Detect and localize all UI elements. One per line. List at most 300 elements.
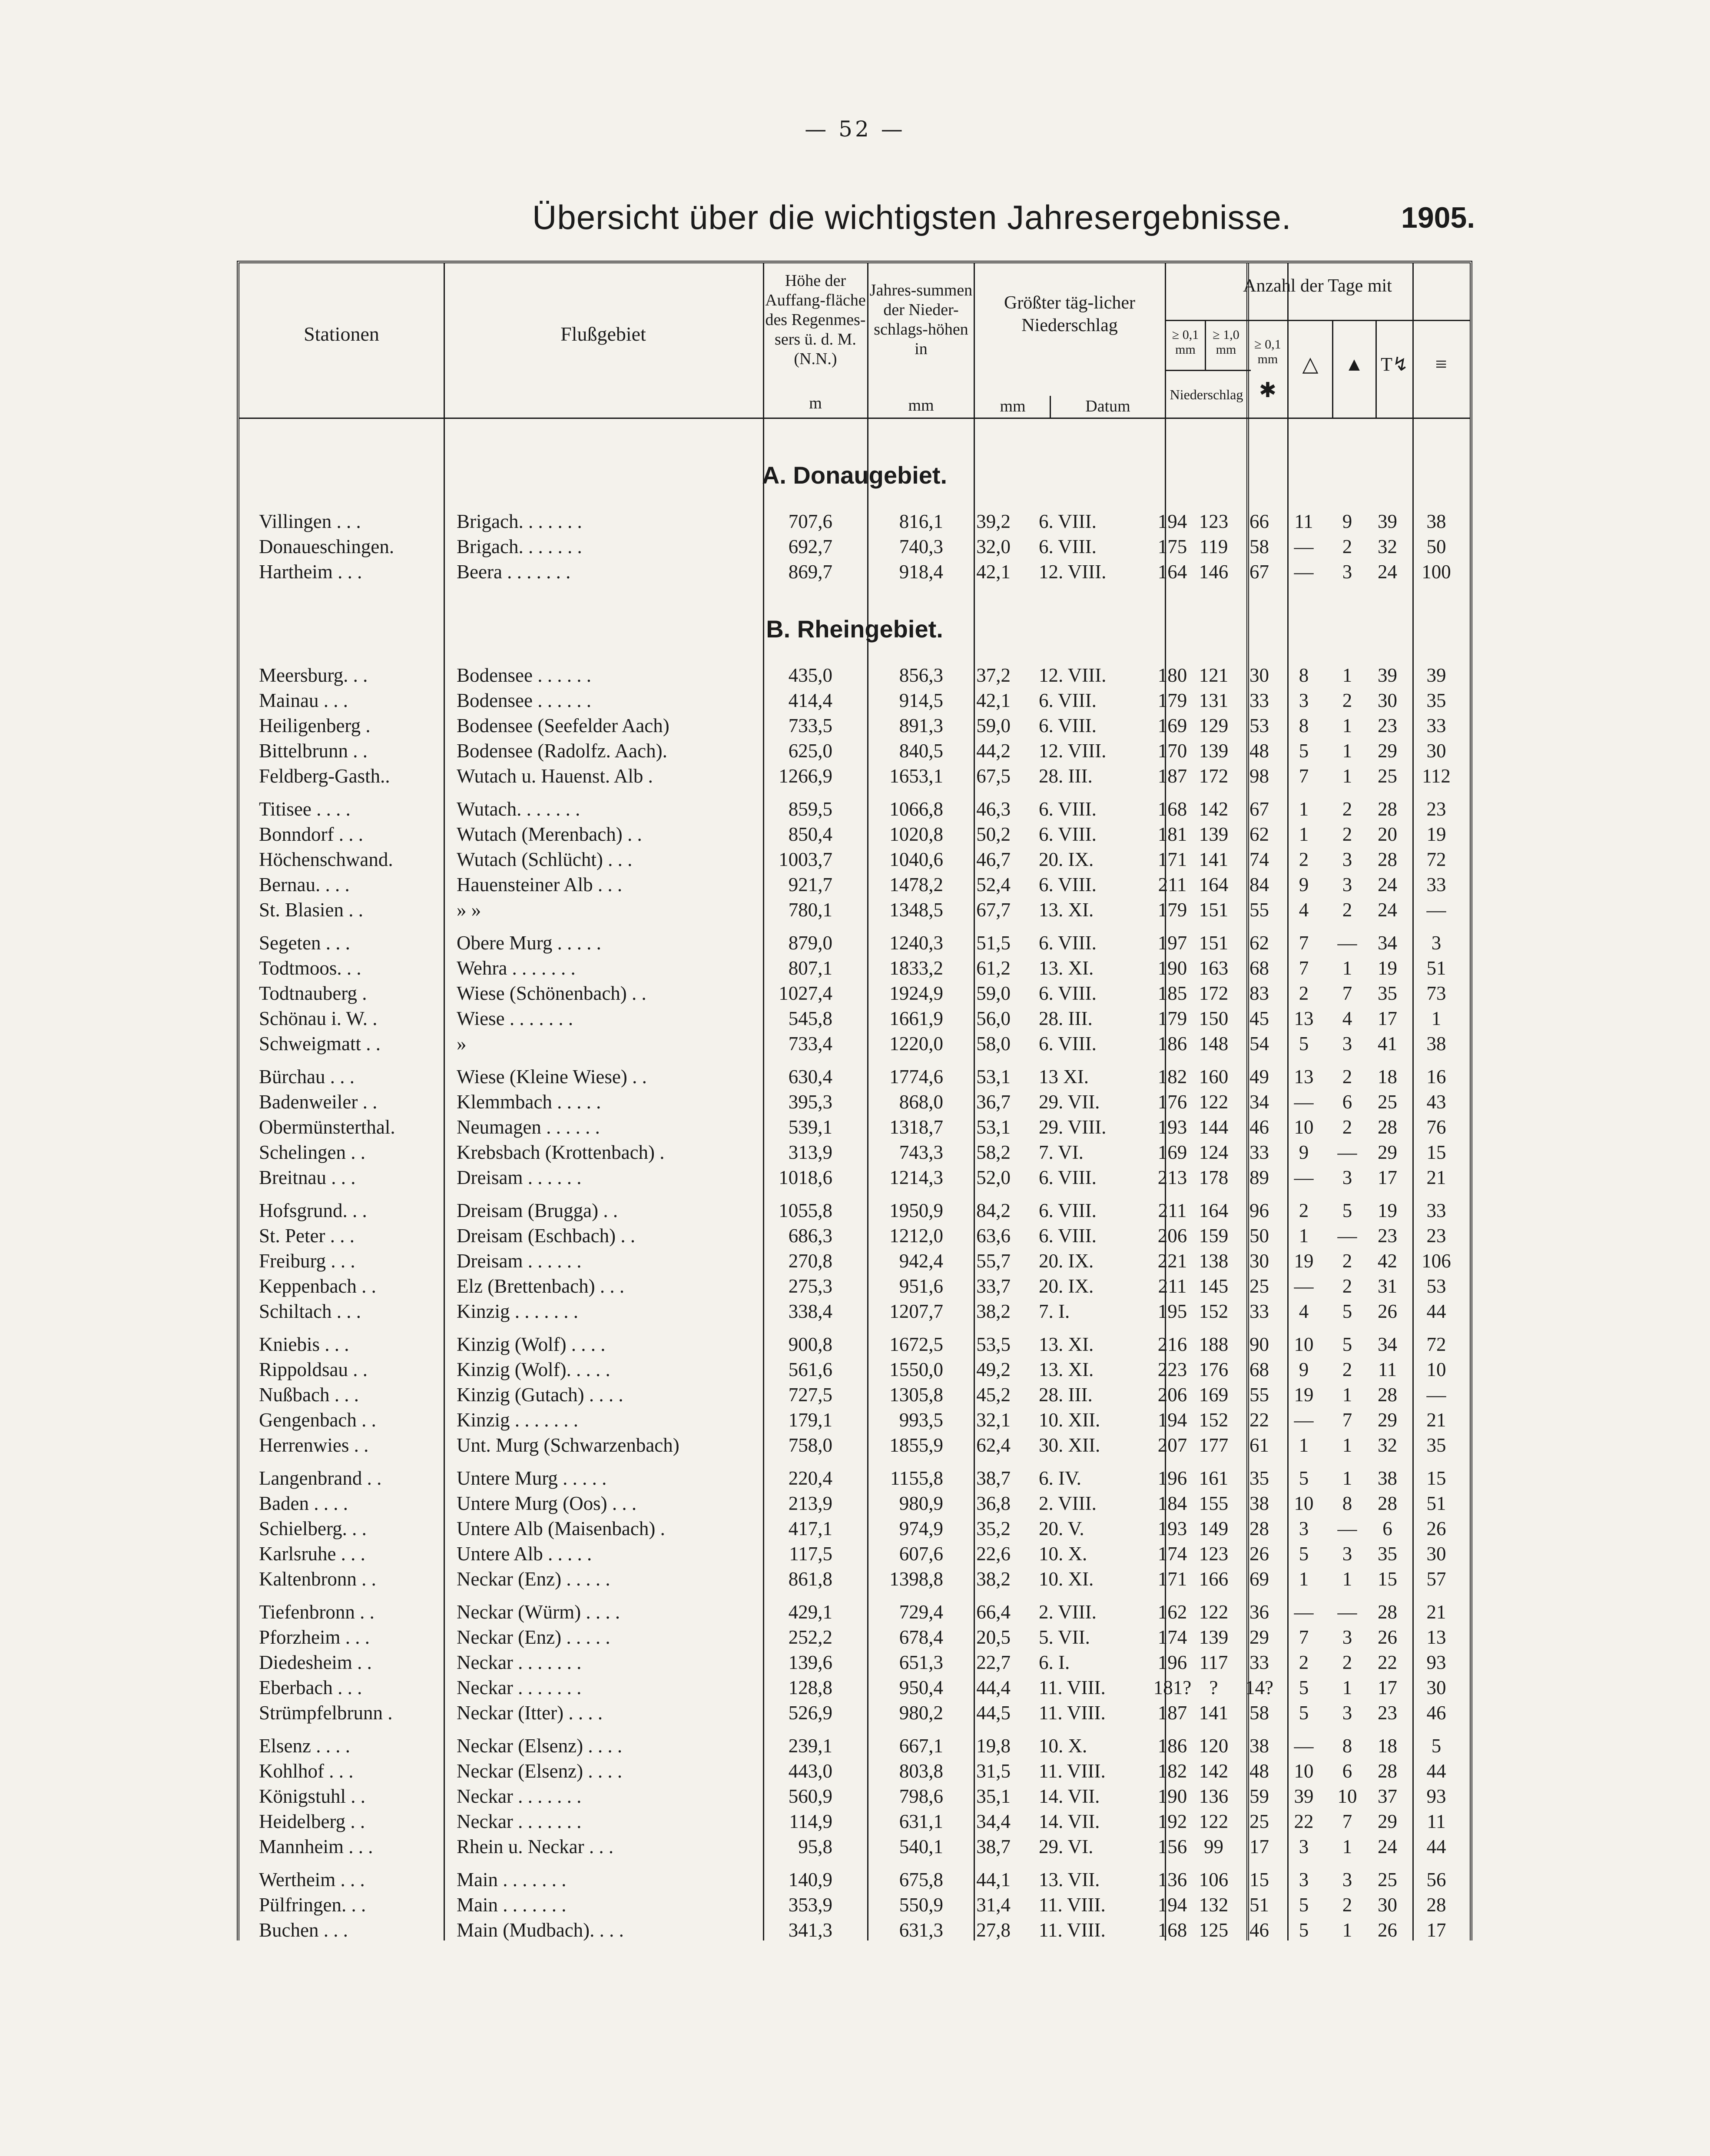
days-thunder: 41 <box>1378 1033 1397 1055</box>
days-ge10: 163 <box>1199 957 1229 979</box>
days-graupel: 7 <box>1342 1811 1352 1832</box>
days-graupel: 6 <box>1342 1091 1352 1113</box>
river-basin: Kinzig (Wolf) . . . . <box>457 1333 606 1355</box>
header-ge01: ≥ 0,1 mm <box>1172 328 1199 357</box>
max-daily-mm: 42,1 <box>976 690 1011 711</box>
days-ge01: 168 <box>1157 798 1187 820</box>
days-snow: 46 <box>1249 1116 1269 1138</box>
days-ge10: 151 <box>1199 899 1229 921</box>
days-snow: 58 <box>1249 536 1269 557</box>
days-fog: 76 <box>1426 1116 1446 1138</box>
station-name: Meersburg. . . <box>259 664 368 686</box>
annual-sum: 1478,2 <box>889 874 943 896</box>
river-basin: Neckar (Itter) . . . . <box>457 1702 603 1724</box>
days-thunder: 22 <box>1378 1652 1397 1673</box>
days-fog: 30 <box>1426 1543 1446 1565</box>
days-ge01: 164 <box>1157 561 1187 583</box>
gauge-height: 625,0 <box>788 740 832 762</box>
days-ge01: 221 <box>1157 1250 1187 1272</box>
days-thunder: 23 <box>1378 1702 1397 1724</box>
days-ge10: 123 <box>1199 1543 1229 1565</box>
days-ge10: 160 <box>1199 1066 1229 1088</box>
days-fog: 16 <box>1426 1066 1446 1088</box>
river-basin: Untere Murg . . . . . <box>457 1467 607 1489</box>
max-daily-date: 20. V. <box>1039 1518 1084 1539</box>
days-thunder: 19 <box>1378 1200 1397 1221</box>
days-ge10: 139 <box>1199 1626 1229 1648</box>
max-daily-date: 10. X. <box>1039 1735 1087 1757</box>
days-graupel: 10 <box>1337 1785 1357 1807</box>
max-daily-date: 6. I. <box>1039 1652 1070 1673</box>
days-hail: 5 <box>1299 1467 1309 1489</box>
days-snow: 54 <box>1249 1033 1269 1055</box>
days-thunder: 34 <box>1378 932 1397 954</box>
annual-sum: 1318,7 <box>889 1116 943 1138</box>
table-row <box>239 738 1470 763</box>
max-daily-date: 13 XI. <box>1039 1066 1089 1088</box>
days-fog: 53 <box>1426 1275 1446 1297</box>
gauge-height: 128,8 <box>788 1677 832 1698</box>
station-name: Mannheim . . . <box>259 1836 373 1857</box>
annual-sum: 891,3 <box>899 715 943 736</box>
table-row <box>239 534 1470 559</box>
days-snow: 62 <box>1249 823 1269 845</box>
days-ge10: 117 <box>1199 1652 1228 1673</box>
days-graupel: 1 <box>1342 1434 1352 1456</box>
table-row <box>239 1165 1470 1190</box>
days-hail: 5 <box>1299 1677 1309 1698</box>
table-row <box>239 1491 1470 1516</box>
days-snow: 33 <box>1249 1300 1269 1322</box>
days-ge10: 119 <box>1199 536 1228 557</box>
gauge-height: 758,0 <box>788 1434 832 1456</box>
station-name: Baden . . . . <box>259 1493 348 1514</box>
days-graupel: — <box>1337 932 1357 954</box>
days-hail: — <box>1294 1091 1314 1113</box>
days-ge10: 150 <box>1199 1008 1229 1029</box>
river-basin: Wiese (Kleine Wiese) . . <box>457 1066 647 1088</box>
max-daily-date: 13. XI. <box>1039 1333 1094 1355</box>
annual-sum: 1214,3 <box>889 1167 943 1188</box>
days-thunder: 39 <box>1378 511 1397 532</box>
days-fog: 46 <box>1426 1702 1446 1724</box>
days-hail: 3 <box>1299 1836 1309 1857</box>
days-thunder: 28 <box>1378 798 1397 820</box>
days-hail: — <box>1294 536 1314 557</box>
max-daily-mm: 35,2 <box>976 1518 1011 1539</box>
max-daily-mm: 53,5 <box>976 1333 1011 1355</box>
days-graupel: 1 <box>1342 1836 1352 1857</box>
days-fog: 15 <box>1426 1467 1446 1489</box>
days-snow: 38 <box>1249 1493 1269 1514</box>
days-ge10: 106 <box>1199 1869 1229 1891</box>
days-hail: 5 <box>1299 1919 1309 1941</box>
annual-sum: 868,0 <box>899 1091 943 1113</box>
gauge-height: 707,6 <box>788 511 832 532</box>
days-snow: 55 <box>1249 1384 1269 1406</box>
days-thunder: 38 <box>1378 1467 1397 1489</box>
days-graupel: 1 <box>1342 765 1352 787</box>
annual-sum: 651,3 <box>899 1652 943 1673</box>
station-name: Strümpfelbrunn . <box>259 1702 393 1724</box>
graupel-icon: ▲ <box>1345 354 1364 375</box>
gauge-height: 539,1 <box>788 1116 832 1138</box>
days-ge10: 129 <box>1199 715 1229 736</box>
annual-sum: 914,5 <box>899 690 943 711</box>
river-basin: Neckar (Elsenz) . . . . <box>457 1760 623 1782</box>
days-snow: 25 <box>1249 1811 1269 1832</box>
days-graupel: — <box>1337 1225 1357 1247</box>
days-snow: 35 <box>1249 1467 1269 1489</box>
table-row <box>239 955 1470 981</box>
table-row <box>239 1198 1470 1223</box>
days-hail: 8 <box>1299 664 1309 686</box>
max-daily-mm: 53,1 <box>976 1066 1011 1088</box>
river-basin: Dreisam . . . . . . <box>457 1250 582 1272</box>
max-daily-mm: 42,1 <box>976 561 1011 583</box>
max-daily-mm: 67,7 <box>976 899 1011 921</box>
max-daily-mm: 19,8 <box>976 1735 1011 1757</box>
max-daily-mm: 53,1 <box>976 1116 1011 1138</box>
annual-sum: 803,8 <box>899 1760 943 1782</box>
days-fog: 3 <box>1431 932 1442 954</box>
days-ge01: 194 <box>1157 1894 1187 1916</box>
max-daily-date: 10. XI. <box>1039 1568 1094 1590</box>
days-hail: 1 <box>1299 798 1309 820</box>
max-daily-mm: 58,0 <box>976 1033 1011 1055</box>
days-snow: 68 <box>1249 1359 1269 1380</box>
days-snow: 61 <box>1249 1434 1269 1456</box>
days-hail: 1 <box>1299 1225 1309 1247</box>
gauge-height: 921,7 <box>788 874 832 896</box>
max-daily-date: 11. VIII. <box>1039 1919 1106 1941</box>
days-fog: 51 <box>1426 957 1446 979</box>
page-number: — 52 — <box>805 116 905 142</box>
max-daily-mm: 31,5 <box>976 1760 1011 1782</box>
days-thunder: 32 <box>1378 1434 1397 1456</box>
days-fog: 33 <box>1426 874 1446 896</box>
days-ge01: 168 <box>1157 1919 1187 1941</box>
annual-sum: 631,3 <box>899 1919 943 1941</box>
days-ge10: 121 <box>1199 664 1229 686</box>
station-name: Nußbach . . . <box>259 1384 359 1406</box>
station-name: Pülfringen. . . <box>259 1894 366 1916</box>
max-daily-date: 13. XI. <box>1039 957 1094 979</box>
days-graupel: 7 <box>1342 1409 1352 1431</box>
days-thunder: 28 <box>1378 1384 1397 1406</box>
days-fog: — <box>1426 899 1446 921</box>
table-row <box>239 663 1470 688</box>
river-basin: Krebsbach (Krottenbach) . <box>457 1141 665 1163</box>
max-daily-mm: 46,7 <box>976 849 1011 870</box>
river-basin: Neumagen . . . . . . <box>457 1116 600 1138</box>
days-ge10: 149 <box>1199 1518 1229 1539</box>
max-daily-mm: 66,4 <box>976 1601 1011 1623</box>
annual-sum: 1305,8 <box>889 1384 943 1406</box>
days-graupel: 1 <box>1342 740 1352 762</box>
table-row <box>239 1809 1470 1834</box>
annual-sum: 540,1 <box>899 1836 943 1857</box>
river-basin: Wutach (Merenbach) . . <box>457 823 642 845</box>
days-hail: 19 <box>1294 1384 1314 1406</box>
days-ge01: 170 <box>1157 740 1187 762</box>
max-daily-mm: 35,1 <box>976 1785 1011 1807</box>
days-hail: — <box>1294 1167 1314 1188</box>
days-hail: 7 <box>1299 765 1309 787</box>
days-graupel: 3 <box>1342 1869 1352 1891</box>
header-jahressumme: Jahres-summen der Nieder-schlags-höhen in <box>869 281 973 358</box>
days-thunder: 24 <box>1378 874 1397 896</box>
days-ge10: 139 <box>1199 823 1229 845</box>
days-ge10: 144 <box>1199 1116 1229 1138</box>
river-basin: Neckar (Würm) . . . . <box>457 1601 620 1623</box>
days-ge10: 123 <box>1199 511 1229 532</box>
station-name: Bonndorf . . . <box>259 823 363 845</box>
station-name: Schweigmatt . . <box>259 1033 381 1055</box>
days-ge01: 211 <box>1158 1200 1187 1221</box>
gauge-height: 733,5 <box>788 715 832 736</box>
days-ge10: 176 <box>1199 1359 1229 1380</box>
header-rule <box>1165 320 1470 321</box>
gauge-height: 859,5 <box>788 798 832 820</box>
river-basin: Neckar (Enz) . . . . . <box>457 1568 610 1590</box>
gauge-height: 429,1 <box>788 1601 832 1623</box>
days-ge10: 120 <box>1199 1735 1229 1757</box>
days-snow: 26 <box>1249 1543 1269 1565</box>
river-basin: Bodensee (Radolfz. Aach). <box>457 740 667 762</box>
header-hoehe-unit: m <box>809 394 822 412</box>
days-snow: 29 <box>1249 1626 1269 1648</box>
max-daily-mm: 38,7 <box>976 1467 1011 1489</box>
days-graupel: — <box>1337 1518 1357 1539</box>
days-ge01: 211 <box>1158 1275 1187 1297</box>
days-ge01: 171 <box>1157 849 1187 870</box>
days-fog: 93 <box>1426 1785 1446 1807</box>
gauge-height: 1003,7 <box>779 849 832 870</box>
days-graupel: 7 <box>1342 982 1352 1004</box>
gauge-height: 692,7 <box>788 536 832 557</box>
days-fog: 106 <box>1422 1250 1451 1272</box>
max-daily-mm: 56,0 <box>976 1008 1011 1029</box>
days-snow: 68 <box>1249 957 1269 979</box>
days-thunder: 28 <box>1378 1760 1397 1782</box>
table-row <box>239 1733 1470 1758</box>
station-name: Rippoldsau . . <box>259 1359 368 1380</box>
river-basin: Wutach (Schlücht) . . . <box>457 849 633 870</box>
days-ge01: 186 <box>1157 1735 1187 1757</box>
max-daily-date: 20. IX. <box>1039 1275 1094 1297</box>
river-basin: Neckar (Elsenz) . . . . <box>457 1735 623 1757</box>
max-daily-date: 6. IV. <box>1039 1467 1081 1489</box>
max-daily-date: 6. VIII. <box>1039 932 1097 954</box>
days-graupel: 2 <box>1342 1652 1352 1673</box>
days-thunder: 30 <box>1378 1894 1397 1916</box>
days-graupel: 2 <box>1342 899 1352 921</box>
max-daily-mm: 34,4 <box>976 1811 1011 1832</box>
days-hail: 3 <box>1299 1518 1309 1539</box>
days-thunder: 24 <box>1378 561 1397 583</box>
days-ge01: 213 <box>1157 1167 1187 1188</box>
days-ge01: 182 <box>1157 1760 1187 1782</box>
station-name: Breitnau . . . <box>259 1167 356 1188</box>
max-daily-date: 29. VI. <box>1039 1836 1094 1857</box>
table-row <box>239 1599 1470 1625</box>
days-hail: 13 <box>1294 1008 1314 1029</box>
annual-sum: 1550,0 <box>889 1359 943 1380</box>
column-divider <box>1205 320 1206 370</box>
max-daily-date: 11. VIII. <box>1039 1702 1106 1724</box>
days-graupel: 3 <box>1342 561 1352 583</box>
station-name: Donaueschingen. <box>259 536 394 557</box>
annual-sum: 856,3 <box>899 664 943 686</box>
days-hail: 39 <box>1294 1785 1314 1807</box>
station-name: Gengenbach . . <box>259 1409 376 1431</box>
table-row <box>239 509 1470 534</box>
station-name: Eberbach . . . <box>259 1677 362 1698</box>
gauge-height: 879,0 <box>788 932 832 954</box>
river-basin: Kinzig (Gutach) . . . . <box>457 1384 623 1406</box>
days-ge10: 142 <box>1199 798 1229 820</box>
max-daily-date: 6. VIII. <box>1039 715 1097 736</box>
days-hail: — <box>1294 1275 1314 1297</box>
days-fog: 73 <box>1426 982 1446 1004</box>
table-row <box>239 822 1470 847</box>
station-name: Keppenbach . . <box>259 1275 376 1297</box>
max-daily-date: 2. VIII. <box>1039 1601 1097 1623</box>
days-fog: 51 <box>1426 1493 1446 1514</box>
annual-sum: 675,8 <box>899 1869 943 1891</box>
days-hail: 10 <box>1294 1116 1314 1138</box>
days-snow: 62 <box>1249 932 1269 954</box>
max-daily-mm: 38,2 <box>976 1300 1011 1322</box>
max-daily-mm: 38,2 <box>976 1568 1011 1590</box>
days-fog: — <box>1426 1384 1446 1406</box>
river-basin: Bodensee . . . . . . <box>457 690 591 711</box>
days-snow: 51 <box>1249 1894 1269 1916</box>
days-snow: 58 <box>1249 1702 1269 1724</box>
days-snow: 98 <box>1249 765 1269 787</box>
gauge-height: 545,8 <box>788 1008 832 1029</box>
river-basin: Main (Mudbach). . . . <box>457 1919 624 1941</box>
river-basin: Dreisam (Brugga) . . <box>457 1200 618 1221</box>
days-thunder: 29 <box>1378 1409 1397 1431</box>
days-hail: 10 <box>1294 1333 1314 1355</box>
days-fog: 30 <box>1426 740 1446 762</box>
days-snow: 46 <box>1249 1919 1269 1941</box>
max-daily-date: 6. VIII. <box>1039 1200 1097 1221</box>
gauge-height: 313,9 <box>788 1141 832 1163</box>
max-daily-date: 28. III. <box>1039 1008 1093 1029</box>
table-row <box>239 1700 1470 1725</box>
gauge-height: 630,4 <box>788 1066 832 1088</box>
days-thunder: 18 <box>1378 1735 1397 1757</box>
days-thunder: 19 <box>1378 957 1397 979</box>
days-thunder: 37 <box>1378 1785 1397 1807</box>
annual-sum: 1020,8 <box>889 823 943 845</box>
days-snow: 53 <box>1249 715 1269 736</box>
river-basin: Neckar . . . . . . . <box>457 1811 582 1832</box>
days-ge01: 186 <box>1157 1033 1187 1055</box>
days-thunder: 11 <box>1378 1359 1397 1380</box>
days-ge10: 164 <box>1199 1200 1229 1221</box>
days-ge01: 184 <box>1157 1493 1187 1514</box>
river-basin: Neckar . . . . . . . <box>457 1677 582 1698</box>
table-row <box>239 1357 1470 1382</box>
days-snow: 14? <box>1245 1677 1273 1698</box>
days-fog: 38 <box>1426 1033 1446 1055</box>
days-ge10: 132 <box>1199 1894 1229 1916</box>
river-basin: Kinzig (Wolf). . . . . <box>457 1359 610 1380</box>
station-name: Kaltenbronn . . <box>259 1568 376 1590</box>
days-graupel: 2 <box>1342 1359 1352 1380</box>
station-name: Schielberg. . . <box>259 1518 367 1539</box>
days-ge10: 164 <box>1199 874 1229 896</box>
river-basin: Main . . . . . . . <box>457 1894 567 1916</box>
gauge-height: 807,1 <box>788 957 832 979</box>
days-fog: 21 <box>1426 1167 1446 1188</box>
days-thunder: 17 <box>1378 1677 1397 1698</box>
days-fog: 35 <box>1426 690 1446 711</box>
annual-sum: 1833,2 <box>889 957 943 979</box>
river-basin: Dreisam (Eschbach) . . <box>457 1225 636 1247</box>
annual-sum: 1220,0 <box>889 1033 943 1055</box>
days-fog: 56 <box>1426 1869 1446 1891</box>
days-fog: 35 <box>1426 1434 1446 1456</box>
days-fog: 23 <box>1426 798 1446 820</box>
days-ge01: 196 <box>1157 1467 1187 1489</box>
days-ge01: 179 <box>1157 899 1187 921</box>
table-row <box>239 763 1470 789</box>
days-ge10: 177 <box>1199 1434 1229 1456</box>
days-graupel: 2 <box>1342 536 1352 557</box>
days-ge10: 152 <box>1199 1300 1229 1322</box>
days-ge10: 122 <box>1199 1601 1229 1623</box>
days-graupel: 3 <box>1342 1702 1352 1724</box>
max-daily-date: 29. VII. <box>1039 1091 1100 1113</box>
river-basin: Rhein u. Neckar . . . <box>457 1836 614 1857</box>
annual-sum: 840,5 <box>899 740 943 762</box>
days-fog: 15 <box>1426 1141 1446 1163</box>
days-snow: 25 <box>1249 1275 1269 1297</box>
max-daily-mm: 44,2 <box>976 740 1011 762</box>
max-daily-date: 29. VIII. <box>1039 1116 1107 1138</box>
days-thunder: 25 <box>1378 765 1397 787</box>
days-graupel: 2 <box>1342 1894 1352 1916</box>
days-graupel: 3 <box>1342 874 1352 896</box>
station-name: Langenbrand . . <box>259 1467 382 1489</box>
days-ge10: 139 <box>1199 740 1229 762</box>
days-ge10: 145 <box>1199 1275 1229 1297</box>
table-row <box>239 1466 1470 1491</box>
days-thunder: 17 <box>1378 1167 1397 1188</box>
gauge-height: 1018,6 <box>779 1167 832 1188</box>
days-fog: 23 <box>1426 1225 1446 1247</box>
days-ge01: 193 <box>1157 1518 1187 1539</box>
days-thunder: 6 <box>1382 1518 1392 1539</box>
annual-sum: 942,4 <box>899 1250 943 1272</box>
days-snow: 67 <box>1249 561 1269 583</box>
days-snow: 33 <box>1249 690 1269 711</box>
section-title: B. Rheingebiet. <box>766 615 943 643</box>
days-hail: 2 <box>1299 849 1309 870</box>
days-graupel: 1 <box>1342 1568 1352 1590</box>
max-daily-mm: 36,7 <box>976 1091 1011 1113</box>
days-thunder: 29 <box>1378 1811 1397 1832</box>
days-ge01: 195 <box>1157 1300 1187 1322</box>
table-row <box>239 1675 1470 1700</box>
days-snow: 89 <box>1249 1167 1269 1188</box>
days-fog: 100 <box>1422 561 1451 583</box>
